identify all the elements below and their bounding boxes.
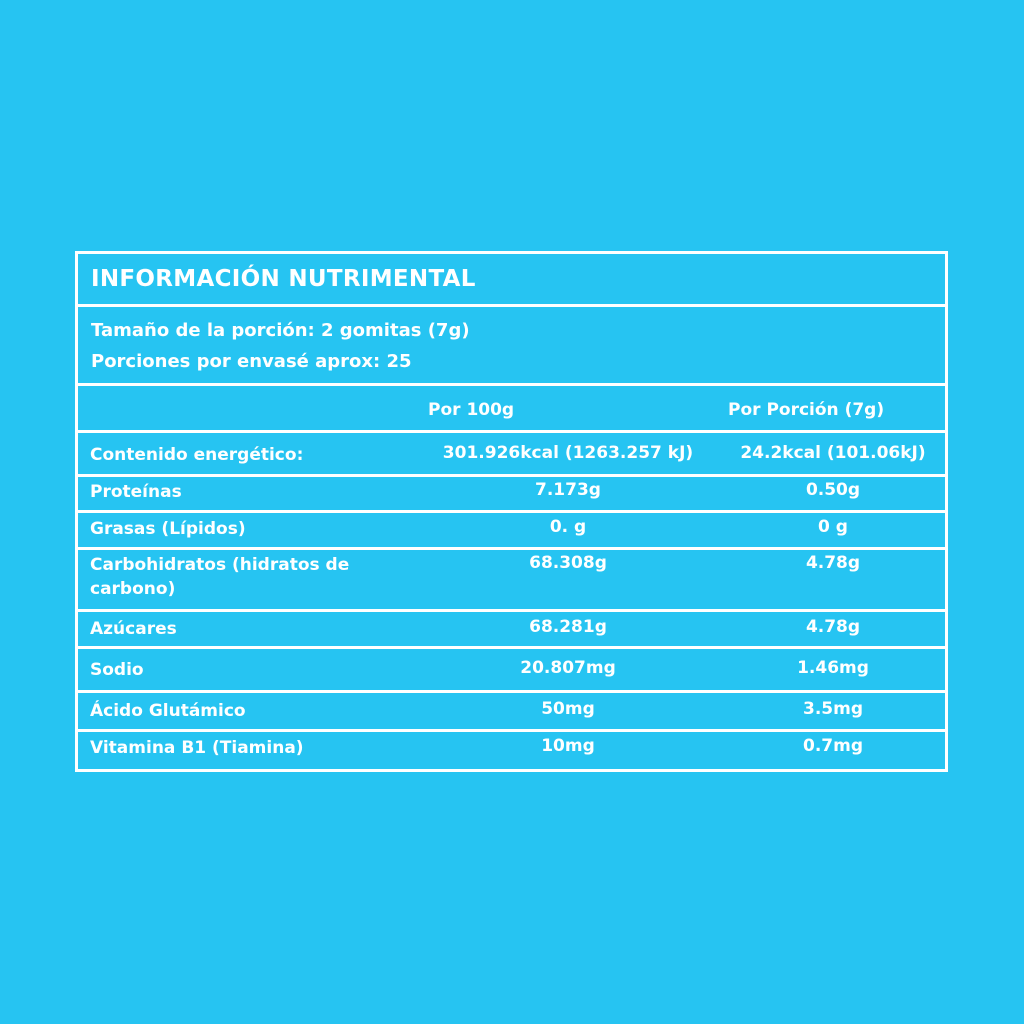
value-per-serving: 3.5mg bbox=[803, 699, 863, 719]
value-per-serving: 0.50g bbox=[805, 480, 861, 500]
value-per-serving: 24.2kcal (101.06kJ) bbox=[740, 443, 926, 463]
column-header-per-serving: Por Porción (7g) bbox=[728, 400, 885, 420]
nutrient-name: Azúcares bbox=[90, 619, 177, 639]
row-divider bbox=[78, 690, 945, 693]
title-divider bbox=[78, 304, 945, 307]
value-per-100g: 50mg bbox=[541, 699, 595, 719]
value-per-serving: 4.78g bbox=[805, 617, 861, 637]
value-per-serving: 0.7mg bbox=[803, 736, 863, 756]
value-per-100g: 20.807mg bbox=[520, 658, 616, 678]
value-per-serving: 0 g bbox=[818, 517, 848, 537]
value-per-100g: 10mg bbox=[541, 736, 595, 756]
row-divider bbox=[78, 510, 945, 513]
row-divider bbox=[78, 474, 945, 477]
nutrition-facts-panel bbox=[75, 251, 948, 772]
value-per-100g: 68.281g bbox=[529, 617, 607, 637]
row-divider bbox=[78, 609, 945, 612]
nutrient-name: Ácido Glutámico bbox=[90, 701, 246, 721]
nutrient-name: Sodio bbox=[90, 660, 144, 680]
nutrient-name: Grasas (Lípidos) bbox=[90, 519, 246, 539]
row-divider bbox=[78, 646, 945, 649]
nutrient-name: Contenido energético: bbox=[90, 445, 304, 465]
value-per-100g: 7.173g bbox=[535, 480, 601, 500]
value-per-100g: 68.308g bbox=[529, 553, 607, 573]
nutrient-name: Carbohidratos (hidratos de carbono) bbox=[90, 555, 350, 599]
value-per-serving: 4.78g bbox=[805, 553, 861, 573]
column-header-per-100g: Por 100g bbox=[428, 400, 515, 420]
nutrient-name: Proteínas bbox=[90, 482, 182, 502]
row-divider bbox=[78, 729, 945, 732]
value-per-100g: 301.926kcal (1263.257 kJ) bbox=[442, 443, 694, 463]
servings-per-container: Porciones por envasé aprox: 25 bbox=[91, 351, 412, 372]
value-per-100g: 0. g bbox=[549, 517, 587, 537]
row-divider bbox=[78, 547, 945, 550]
label-title: INFORMACIÓN NUTRIMENTAL bbox=[91, 266, 476, 292]
value-per-serving: 1.46mg bbox=[797, 658, 869, 678]
nutrient-name: Vitamina B1 (Tiamina) bbox=[90, 738, 304, 758]
serving-divider bbox=[78, 383, 945, 386]
serving-size: Tamaño de la porción: 2 gomitas (7g) bbox=[91, 320, 470, 341]
header-divider bbox=[78, 430, 945, 433]
